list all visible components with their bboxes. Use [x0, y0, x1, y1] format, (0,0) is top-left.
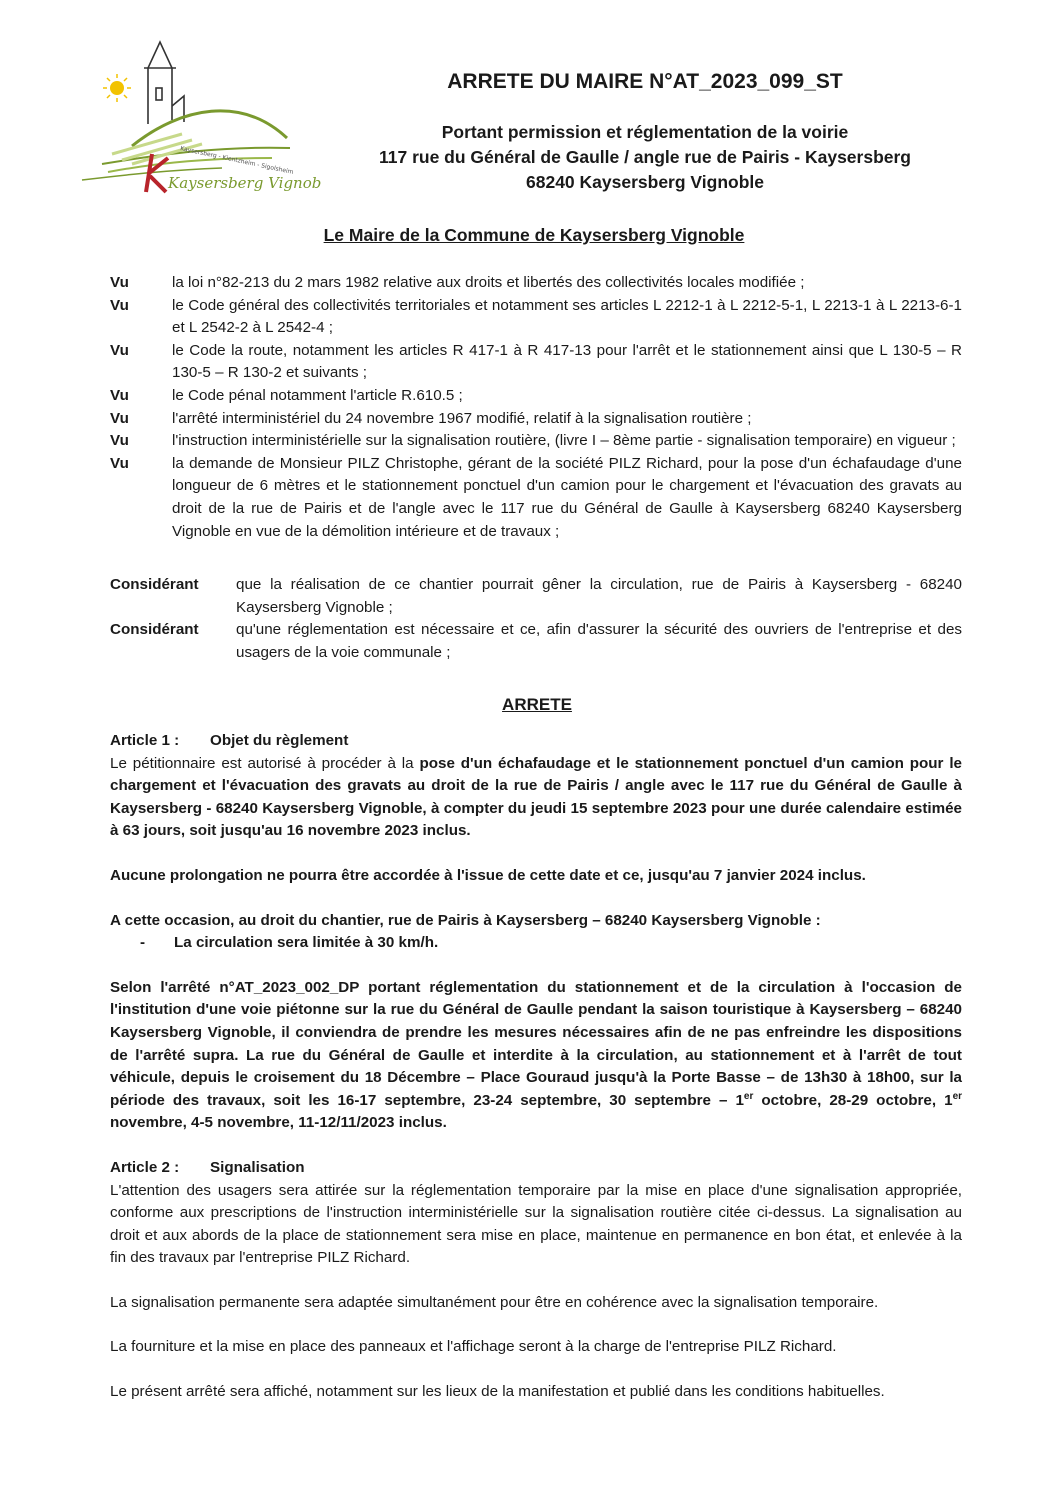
considerant-text: que la réalisation de ce chantier pourrait gêner la circulation, rue de Pairis à Kaysersberg - 68240 Kaysersberg Vignoble ;	[236, 576, 962, 616]
article-1-paragraph	[110, 753, 962, 843]
vu-item	[110, 340, 962, 385]
paragraph-text: Le pétitionnaire est autorisé à procéder à la	[110, 754, 420, 772]
considerant-item	[110, 619, 962, 664]
k-letter-icon	[146, 154, 168, 192]
logo-text: Kaysersberg Vignoble	[168, 174, 322, 192]
article-2-paragraph: Le présent arrêté sera affiché, notamment sur les lieux de la manifestation et publié dans les conditions habituelles.	[110, 1383, 885, 1401]
logo-ribbon: Kaysersberg - Kientzheim - Sigolsheim	[179, 145, 294, 176]
vu-item	[110, 408, 962, 431]
subtitle-line: 68240 Kaysersberg Vignoble	[526, 172, 764, 192]
vu-label: Vu	[110, 454, 129, 472]
article-2-heading	[110, 1157, 962, 1180]
subtitle-line: 117 rue du Général de Gaulle / angle rue de Pairis - Kaysersberg	[378, 147, 912, 167]
article-2-paragraph: La fourniture et la mise en place des panneaux et l'affichage seront à la charge de l'entreprise PILZ Richard.	[110, 1338, 837, 1356]
vu-text: le Code la route, notamment les articles R 417-1 à R 417-13 pour l'arrêt et le stationnement ainsi que L 130-5 – R 130-5 – R 130-2 et suivants ;	[172, 341, 962, 382]
paragraph-text: novembre, 4-5 novembre, 11-12/11/2023 inclus.	[110, 1114, 447, 1132]
superscript: er	[743, 1090, 754, 1102]
list-item-text: La circulation sera limitée à 30 km/h.	[174, 934, 439, 952]
considerant-list	[110, 574, 962, 664]
article-number: Article 1 :	[110, 732, 180, 749]
tower-icon	[144, 42, 184, 124]
article-title: Signalisation	[210, 1158, 305, 1176]
article-1-list-item	[110, 932, 962, 955]
article-number: Article 2 :	[110, 1158, 180, 1176]
arrete-heading: ARRETE	[502, 695, 572, 714]
vu-text: la demande de Monsieur PILZ Christophe, gérant de la société PILZ Richard, pour la pose d'un échafaudage d'une longueur de 6 mètres et le stationnement ponctuel d'un camion pour le chargement et l'évacuation des gravats au droit de la rue de Pairis et de l'angle avec le 117 rue du Général de Gaulle à Kaysersberg 68240 Kaysersberg Vignoble en vue de la démolition intérieure et de travaux ;	[172, 454, 962, 540]
vu-text: le Code pénal notamment l'article R.610.5 ;	[172, 386, 463, 404]
vu-item	[110, 430, 962, 453]
paragraph-text: Selon l'arrêté n°AT_2023_002_DP portant réglementation du stationnement et de la circulation à l'occasion de l'institution d'une voie piétonne sur la rue du Général de Gaulle pendant la saison touristique à Kaysersberg – 68240 Kaysersberg Vignoble, il conviendra de prendre les mesures nécessaires afin de ne pas enfreindre les dispositions de l'arrêté supra. La rue du Général de Gaulle et interdite à la circulation, au stationnement et à l'arrêt de tout véhicule, depuis le croisement du 18 Décembre – Place Gouraud jusqu'à la Porte Basse – de 13h30 à 18h00, sur la période des travaux, soit les 16-17 septembre, 23-24 septembre, 30 septembre – 1	[110, 978, 962, 1109]
article-1-selon	[110, 977, 962, 1135]
article-1-occasion: A cette occasion, au droit du chantier, rue de Pairis à Kaysersberg – 68240 Kaysersberg Vignoble :	[110, 911, 821, 929]
vu-label: Vu	[110, 432, 129, 450]
vu-label: Vu	[110, 409, 129, 427]
paragraph-text: octobre, 28-29 octobre, 1	[753, 1091, 953, 1109]
vu-item	[110, 295, 962, 340]
commune-logo	[72, 36, 322, 196]
sun-icon	[103, 74, 131, 102]
page-title: ARRETE DU MAIRE N°AT_2023_099_ST	[447, 70, 843, 93]
maire-heading: Le Maire de la Commune de Kaysersberg Vignoble	[323, 225, 745, 245]
article-2-paragraph: L'attention des usagers sera attirée sur la réglementation temporaire par la mise en place d'une signalisation appropriée, conforme aux prescriptions de l'instruction interministérielle sur la signalisation routière citée ci-dessus. La signalisation au droit et aux abords de la place de stationnement sera mise en place, maintenue en permanence en bon état, et enlevée à la fin des travaux par l'entreprise PILZ Richard.	[110, 1181, 962, 1267]
list-dash: -	[140, 934, 146, 952]
article-title: Objet du règlement	[210, 732, 349, 749]
subtitle-line: Portant permission et réglementation de la voirie	[441, 122, 849, 142]
vu-text: le Code général des collectivités territoriales et notamment ses articles L 2212-1 à L 2212-5-1, L 2213-1 à L 2213-6-1 et L 2542-2 à L 2542-4 ;	[172, 296, 962, 337]
considerant-item	[110, 574, 962, 619]
paragraph-bold-text: pose d'un échafaudage et le stationnement ponctuel d'un camion pour le chargement et l'évacuation des gravats au droit de la rue de Pairis / angle avec le 117 rue du Général de Gaulle à Kaysersberg - 68240 Kaysersberg Vignoble, à compter du jeudi 15 septembre 2023 pour une durée calendaire estimée à 63 jours, soit jusqu'au 16 novembre 2023 inclus.	[110, 754, 962, 840]
vu-label: Vu	[110, 274, 129, 291]
vu-label: Vu	[110, 296, 129, 314]
vu-text: la loi n°82-213 du 2 mars 1982 relative aux droits et libertés des collectivités locales modifiée ;	[172, 274, 805, 291]
considerant-text: qu'une réglementation est nécessaire et ce, afin d'assurer la sécurité des ouvriers de l'entreprise et des usagers de la voie communale ;	[236, 621, 962, 661]
article-1-prolongation: Aucune prolongation ne pourra être accordée à l'issue de cette date et ce, jusqu'au 7 janvier 2024 inclus.	[110, 866, 866, 884]
considerant-label: Considérant	[110, 621, 199, 639]
vu-text: l'arrêté interministériel du 24 novembre 1967 modifié, relatif à la signalisation routière ;	[172, 409, 752, 427]
article-2-paragraph: La signalisation permanente sera adaptée simultanément pour être en cohérence avec la signalisation temporaire.	[110, 1293, 879, 1311]
vu-label: Vu	[110, 341, 129, 359]
vu-text: l'instruction interministérielle sur la signalisation routière, (livre I – 8ème partie - signalisation temporaire) en vigueur ;	[172, 432, 956, 450]
superscript: er	[952, 1090, 963, 1102]
considerant-label: Considérant	[110, 576, 199, 593]
vu-list	[110, 272, 962, 543]
article-1-heading	[110, 730, 962, 753]
vu-item	[110, 272, 962, 295]
vu-label: Vu	[110, 386, 129, 404]
articles-body	[110, 730, 962, 1404]
subtitle-block	[300, 120, 990, 195]
vu-item	[110, 385, 962, 408]
vu-item	[110, 453, 962, 543]
